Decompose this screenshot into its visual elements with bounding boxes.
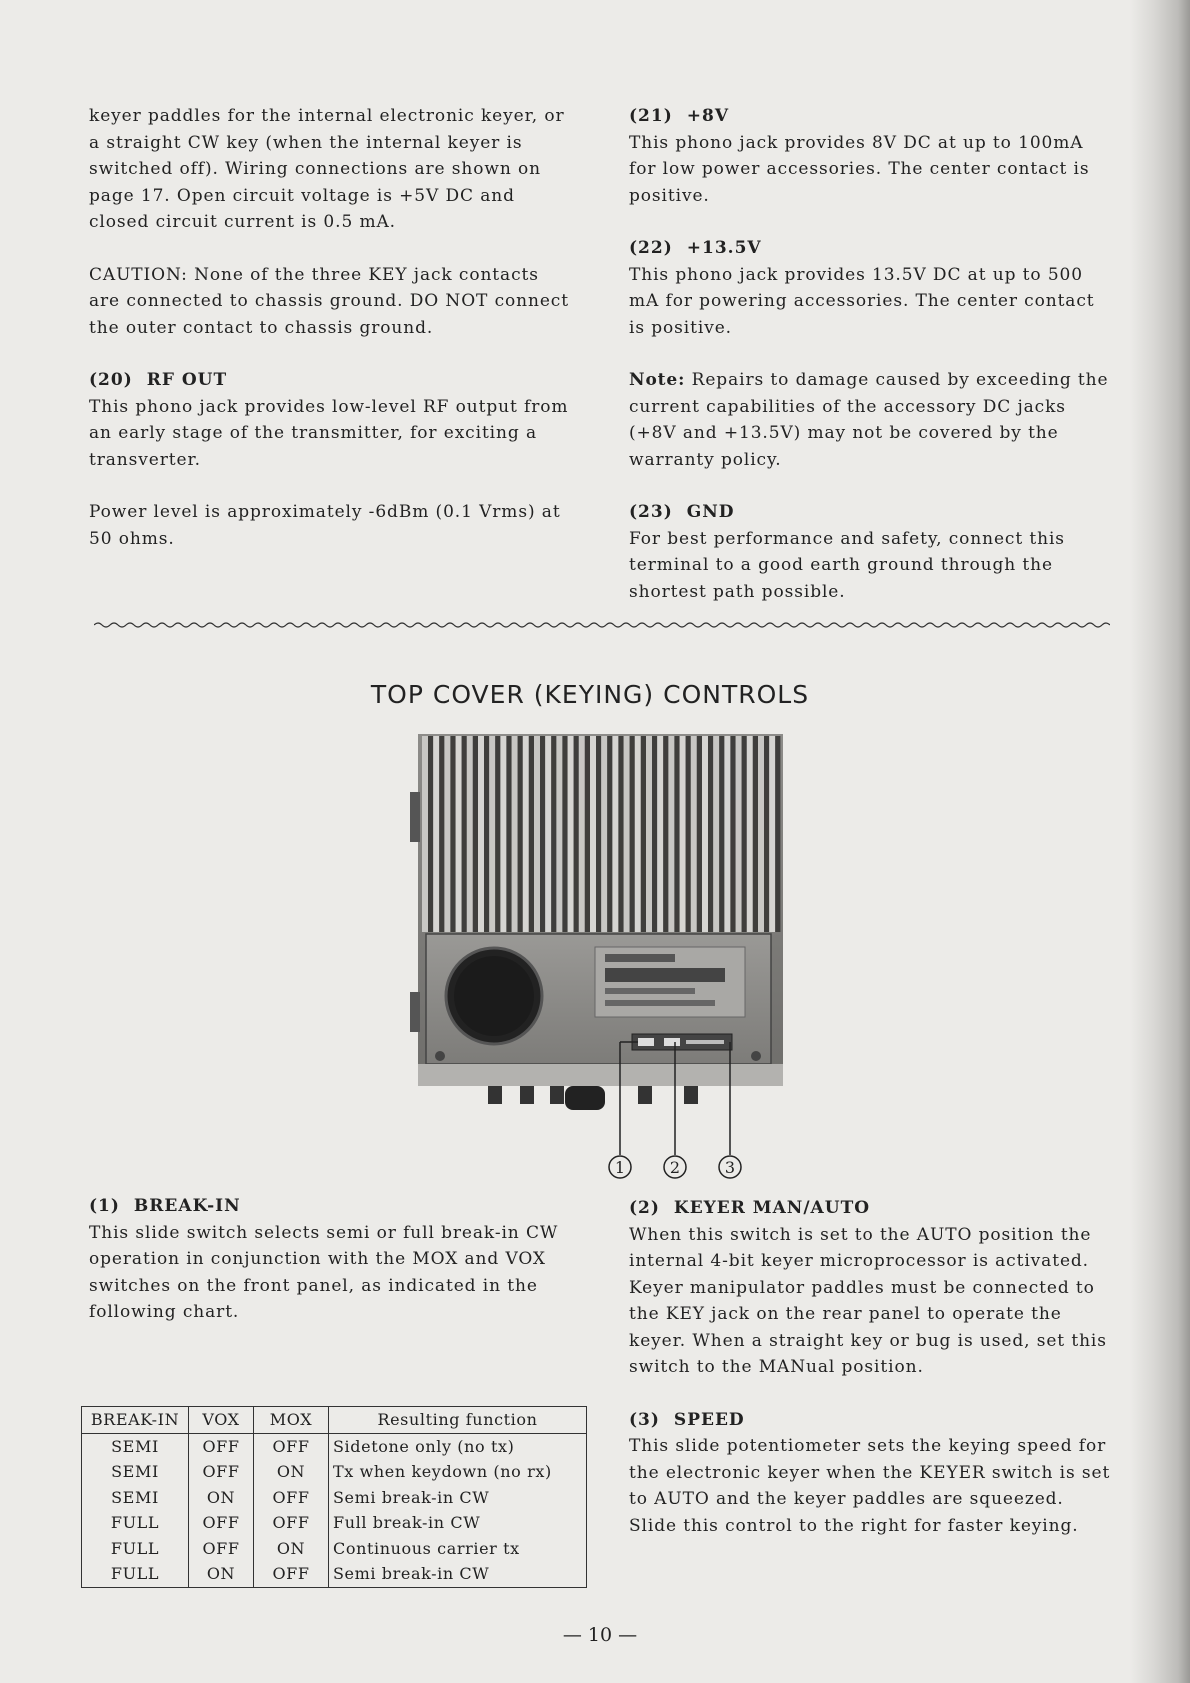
heatsink-fin xyxy=(646,736,652,932)
table-row xyxy=(82,1561,587,1587)
cell-vox: OFF xyxy=(189,1433,254,1459)
keyer-heading xyxy=(629,1195,1111,1222)
8v-heading xyxy=(629,103,1111,130)
heatsink-gap xyxy=(708,736,713,932)
cell-mox: OFF xyxy=(254,1561,329,1587)
heatsink-fin xyxy=(747,736,753,932)
break-in-title: BREAK-IN xyxy=(133,1196,241,1216)
heatsink-fins xyxy=(422,736,780,932)
heatsink-gap xyxy=(428,736,433,932)
speed-title: SPEED xyxy=(673,1409,745,1430)
heatsink-gap xyxy=(753,736,758,932)
heatsink-fin xyxy=(624,736,630,932)
heatsink-fin xyxy=(444,736,450,932)
cell-break-in: FULL xyxy=(82,1561,189,1587)
heatsink-gap xyxy=(697,736,702,932)
cell-function: Tx when keydown (no rx) xyxy=(329,1459,587,1485)
13v-heading xyxy=(629,235,1111,262)
cell-vox: OFF xyxy=(189,1536,254,1562)
wavy-divider xyxy=(94,620,1110,630)
heatsink-fin xyxy=(657,736,663,932)
heatsink-fin xyxy=(724,736,730,932)
table-row xyxy=(82,1510,587,1536)
right-bottom-column xyxy=(629,1195,1111,1565)
rf-out-heading xyxy=(89,367,571,394)
left-bottom-column xyxy=(89,1193,571,1352)
heatsink-gap xyxy=(686,736,691,932)
break-in-switch xyxy=(638,1038,654,1046)
page-number: — 10 — xyxy=(562,1624,638,1646)
cell-mox: ON xyxy=(254,1536,329,1562)
heatsink-gap xyxy=(641,736,646,932)
heatsink-fin xyxy=(545,736,551,932)
heatsink-fin xyxy=(478,736,484,932)
cell-vox: OFF xyxy=(189,1459,254,1485)
heatsink-fin xyxy=(489,736,495,932)
rf-out-text: This phono jack provides low-level RF output from an early stage of the transmitter, for exciting a transverter. xyxy=(89,396,569,470)
page-edge-shadow xyxy=(1130,0,1190,1683)
speed-heading xyxy=(629,1407,1111,1434)
heatsink-gap xyxy=(562,736,567,932)
cell-break-in: FULL xyxy=(82,1510,189,1536)
heatsink-gap xyxy=(775,736,780,932)
rf-out-number: (20) xyxy=(89,370,133,390)
cell-vox: ON xyxy=(189,1485,254,1511)
rf-out-power-text: Power level is approximately -6dBm (0.1 Vrms) at 50 ohms. xyxy=(89,502,561,549)
heatsink-gap xyxy=(574,736,579,932)
13v-text: This phono jack provides 13.5V DC at up to 500 mA for powering accessories. The center contact is positive. xyxy=(629,264,1095,338)
heatsink-gap xyxy=(719,736,724,932)
cell-vox: ON xyxy=(189,1561,254,1587)
heatsink-gap xyxy=(596,736,601,932)
cell-function: Full break-in CW xyxy=(329,1510,587,1536)
gnd-title: GND xyxy=(686,502,735,522)
cell-vox: OFF xyxy=(189,1510,254,1536)
heatsink-fin xyxy=(612,736,618,932)
screw-right xyxy=(751,1051,761,1061)
cell-function: Sidetone only (no tx) xyxy=(329,1433,587,1459)
heatsink-gap xyxy=(540,736,545,932)
heatsink-fin xyxy=(568,736,574,932)
heatsink-gap xyxy=(495,736,500,932)
header-break-in: BREAK-IN xyxy=(82,1407,189,1434)
gnd-text: For best performance and safety, connect this terminal to a good earth ground through the shortest path possible. xyxy=(629,528,1065,602)
speed-text: This slide potentiometer sets the keying speed for the electronic keyer when the KEYER switch is set to AUTO and the keyer paddles are squeezed. Slide this control to the right for faster keying. xyxy=(629,1436,1111,1536)
cell-function: Continuous carrier tx xyxy=(329,1536,587,1562)
heatsink-fin xyxy=(422,736,428,932)
caution-text: CAUTION: None of the three KEY jack contacts are connected to chassis ground. DO NOT connect the outer contact to chassis ground. xyxy=(89,264,569,338)
section-title: TOP COVER (KEYING) CONTROLS xyxy=(370,680,810,709)
heatsink-gap xyxy=(585,736,590,932)
cell-break-in: FULL xyxy=(82,1536,189,1562)
table-row xyxy=(82,1536,587,1562)
callout-2: 2 xyxy=(669,1158,681,1177)
heatsink-gap xyxy=(652,736,657,932)
cell-function: Semi break-in CW xyxy=(329,1485,587,1511)
cell-mox: ON xyxy=(254,1459,329,1485)
table-row xyxy=(82,1459,587,1485)
cell-break-in: SEMI xyxy=(82,1485,189,1511)
heatsink-gap xyxy=(742,736,747,932)
note-label: Note: xyxy=(629,370,686,390)
side-bracket-bottom xyxy=(410,992,420,1032)
break-in-table xyxy=(81,1406,587,1588)
cell-mox: OFF xyxy=(254,1510,329,1536)
cell-mox: OFF xyxy=(254,1433,329,1459)
heatsink-gap xyxy=(506,736,511,932)
label-line-4 xyxy=(605,1000,715,1006)
heatsink-fin xyxy=(758,736,764,932)
cell-mox: OFF xyxy=(254,1485,329,1511)
heatsink-gap xyxy=(730,736,735,932)
break-in-number: (1) xyxy=(89,1196,120,1216)
heatsink-fin xyxy=(635,736,641,932)
label-line-1 xyxy=(605,954,675,962)
heatsink-gap xyxy=(484,736,489,932)
heatsink-fin xyxy=(601,736,607,932)
heatsink-gap xyxy=(663,736,668,932)
table-header-row xyxy=(82,1407,587,1434)
table-row xyxy=(82,1433,587,1459)
keyer-title: KEYER MAN/AUTO xyxy=(673,1198,871,1218)
13v-number: (22) xyxy=(629,238,673,258)
heatsink-fin xyxy=(500,736,506,932)
heatsink-fin xyxy=(769,736,775,932)
heatsink-fin xyxy=(590,736,596,932)
keyer-text: When this switch is set to the AUTO position the internal 4-bit keyer microprocessor is activated. Keyer manipulator paddles must be connected to the KEY jack on the rear panel to operate the keyer. When a straight key or bug is used, set this switch to the MANual position. xyxy=(629,1224,1107,1377)
heatsink-gap xyxy=(618,736,623,932)
cell-break-in: SEMI xyxy=(82,1459,189,1485)
gnd-heading xyxy=(629,499,1111,526)
heatsink-gap xyxy=(764,736,769,932)
heatsink-gap xyxy=(551,736,556,932)
header-mox: MOX xyxy=(254,1407,329,1434)
break-in-heading xyxy=(89,1193,571,1220)
heatsink-fin xyxy=(512,736,518,932)
8v-number: (21) xyxy=(629,106,673,126)
note-paragraph xyxy=(629,367,1111,473)
speaker-cone xyxy=(454,956,534,1036)
note-text: Repairs to damage caused by exceeding the current capabilities of the accessory DC jacks (+8V and +13.5V) may not be covered by the warranty policy. xyxy=(629,370,1109,470)
heatsink-gap xyxy=(518,736,523,932)
heatsink-fin xyxy=(534,736,540,932)
heatsink-fin xyxy=(668,736,674,932)
heatsink-fin xyxy=(523,736,529,932)
13v-title: +13.5V xyxy=(686,238,762,258)
label-line-2 xyxy=(605,968,725,982)
keyer-switch xyxy=(664,1038,680,1046)
8v-title: +8V xyxy=(686,106,730,126)
heatsink-gap xyxy=(607,736,612,932)
heatsink-gap xyxy=(439,736,444,932)
heatsink-gap xyxy=(450,736,455,932)
heatsink-fin xyxy=(713,736,719,932)
speed-slider xyxy=(686,1040,724,1044)
keyer-number: (2) xyxy=(629,1198,660,1218)
rear-jacks xyxy=(488,1086,698,1110)
header-vox: VOX xyxy=(189,1407,254,1434)
cell-break-in: SEMI xyxy=(82,1433,189,1459)
heatsink-gap xyxy=(473,736,478,932)
heatsink-fin xyxy=(433,736,439,932)
gnd-number: (23) xyxy=(629,502,673,522)
top-cover-illustration xyxy=(400,722,800,1192)
left-top-column xyxy=(89,103,571,578)
side-bracket-top xyxy=(410,792,420,842)
heatsink-fin xyxy=(556,736,562,932)
rf-out-title: RF OUT xyxy=(146,370,228,390)
label-line-3 xyxy=(605,988,695,994)
heatsink-gap xyxy=(529,736,534,932)
screw-left xyxy=(435,1051,445,1061)
callout-3: 3 xyxy=(724,1158,736,1177)
heatsink-fin xyxy=(702,736,708,932)
heatsink-fin xyxy=(579,736,585,932)
front-edge xyxy=(418,1064,783,1086)
right-top-column xyxy=(629,103,1111,631)
callout-1: 1 xyxy=(614,1158,626,1177)
heatsink-fin xyxy=(467,736,473,932)
heatsink-gap xyxy=(674,736,679,932)
header-resulting-function: Resulting function xyxy=(329,1407,587,1434)
heatsink-fin xyxy=(691,736,697,932)
break-in-text: This slide switch selects semi or full break-in CW operation in conjunction with the MOX and VOX switches on the front panel, as indicated in the following chart. xyxy=(89,1222,559,1322)
heatsink-gap xyxy=(462,736,467,932)
cell-function: Semi break-in CW xyxy=(329,1561,587,1587)
heatsink-fin xyxy=(456,736,462,932)
key-jack-text: keyer paddles for the internal electronic keyer, or a straight CW key (when the internal keyer is switched off). Wiring connections are shown on page 17. Open circuit voltage is +5V DC and closed circuit current is 0.5 mA. xyxy=(89,106,565,232)
table-row xyxy=(82,1485,587,1511)
8v-text: This phono jack provides 8V DC at up to 100mA for low power accessories. The center contact is positive. xyxy=(629,132,1090,206)
heatsink-fin xyxy=(680,736,686,932)
speed-number: (3) xyxy=(629,1409,660,1430)
heatsink-gap xyxy=(630,736,635,932)
heatsink-fin xyxy=(736,736,742,932)
